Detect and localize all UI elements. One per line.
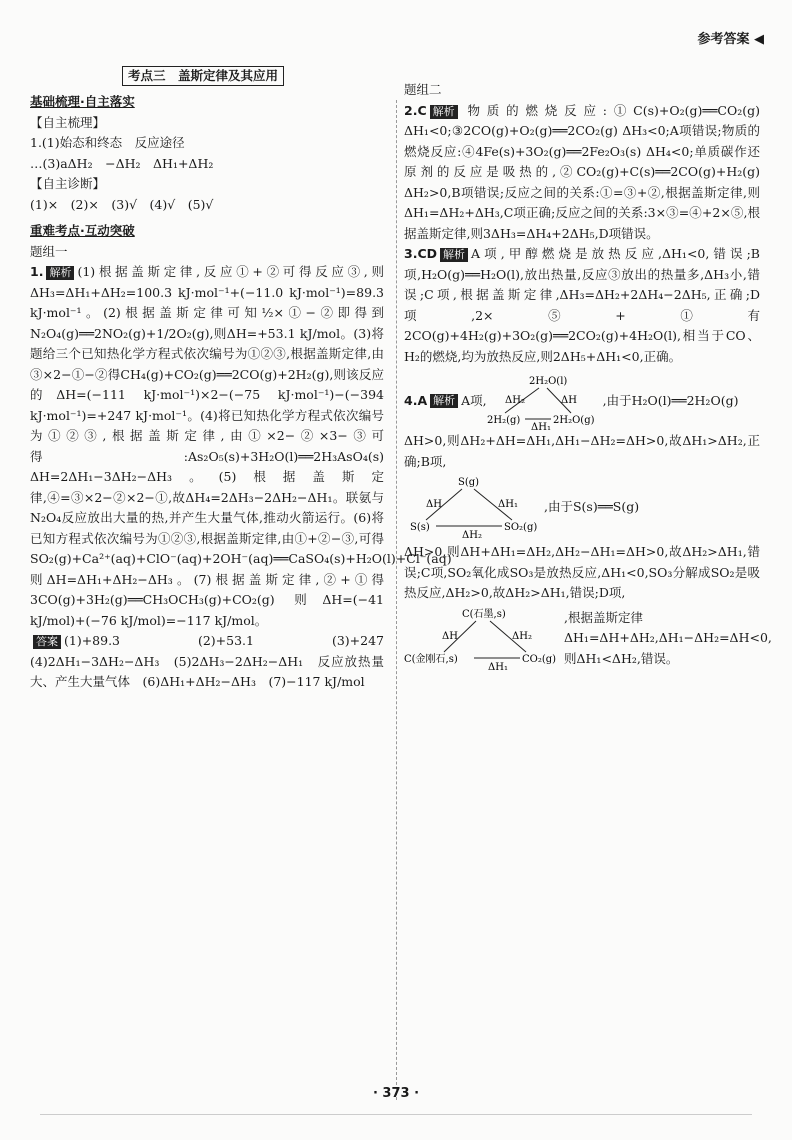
footer-rule [40, 1114, 752, 1115]
question-4-row-2 [404, 472, 760, 542]
diagram-right-arrow-label: ΔH₂ [512, 630, 532, 642]
header-marker-icon: ◀ [754, 32, 764, 47]
review-line-2: …(3)aΔH₂ −ΔH₂ ΔH₁+ΔH₂ [30, 155, 214, 171]
question-4-row-1 [404, 371, 760, 431]
header-title: 参考答案 [697, 32, 750, 47]
question-1-answer [30, 631, 397, 693]
section-heading-key-points: 重难考点·互动突破 [30, 223, 135, 238]
question-4-text-2 [404, 431, 760, 472]
topic-heading: 考点三 盖斯定律及其应用 [122, 66, 284, 86]
page-number: · 373 · [372, 1086, 420, 1101]
question-1-text: (1)根据盖斯定律,反应①+②可得反应③,则ΔH₃=ΔH₁+ΔH₂=100.3 kJ·mol⁻¹+(−11.0 kJ·mol⁻¹)=89.3 kJ·mol⁻¹。(2)根据盖斯定律可知½×①−②即得到N₂O₄(g)══2NO₂(g)+1/2O₂(g),则ΔH=+53.1 kJ/mol。(3)将题给三个已知热化学方程式依次编号为①②③,根据盖斯定律,由③×2−①−②得CH₄(g)+CO₂(g)══2CO(g)+2H₂(g),则该反应的ΔH=(−111 kJ·mol⁻¹)×2−(−75 kJ·mol⁻¹)−(−394 kJ·mol⁻¹)=+247 kJ·mol⁻¹。(4)将已知热化学方程式依次编号为①②③,根据盖斯定律,由①×2−②×3−③可得:As₂O₅(s)+3H₂O(l)══2H₃AsO₄(s) ΔH=2ΔH₁−3ΔH₂−ΔH₃。(5)根据盖斯定律,④=③×2−②×2−①,故ΔH₄=2ΔH₃−2ΔH₂−ΔH₁。联氨与N₂O₄反应放出大量的热,并产生大量气体,推动火箭运行。(6)将已知方程式依次编号为①②③,根据盖斯定律,由①+②−③,可得SO₂(g)+Ca²⁺(aq)+ClO⁻(aq)+2OH⁻(aq)══CaSO₄(s)+H₂O(l)+Cl⁻(aq) 则ΔH=ΔH₁+ΔH₂−ΔH₃。(7)根据盖斯定律,②+①得3CO(g)+3H₂(g)══CH₃OCH₃(g)+CO₂(g) 则ΔH=(−41 kJ/mol)+(−76 kJ/mol)=−117 kJ/mol。 [30, 264, 452, 628]
diagram-bottom-arrow-label: ΔH₁ [530, 422, 551, 433]
diagram-bottom-arrow-label: ΔH₂ [462, 530, 482, 541]
question-4-text-5: ,根据盖斯定律ΔH₁=ΔH+ΔH₂,ΔH₁−ΔH₂=ΔH<0,则ΔH₁<ΔH₂,错误。 [564, 609, 772, 666]
diagram-top-label: S(g) [458, 477, 480, 488]
subheading-self-check: 【自主诊断】 [30, 176, 106, 191]
analysis-tag: 解析 [430, 105, 458, 119]
analysis-tag: 解析 [440, 248, 468, 262]
section-heading-basics: 基础梳理·自主落实 [30, 94, 135, 109]
question-4-text-2-span: ΔH>0,则ΔH₂+ΔH=ΔH₁,ΔH₁−ΔH₂=ΔH>0,故ΔH₁>ΔH₂,正确;B项, [404, 433, 760, 469]
question-3-number: 3.CD [404, 246, 437, 261]
diagram-left-arrow-label: ΔH₂ [504, 395, 525, 406]
question-2-text: 物质的燃烧反应:①C(s)+O₂(g)══CO₂(g) ΔH₁<0;③2CO(g)+O₂(g)══2CO₂(g) ΔH₃<0;A项错误;物质的燃烧反应:④4Fe(s)+3O₂(g)══2Fe₂O₃(s) ΔH₄<0;单质碳作还原剂的反应是吸热的,②CO₂(g)+C(s)══2CO(g)+H₂(g) ΔH₂>0,B项错误;反应之间的关系:①=③+②,根据盖斯定律,则ΔH₁=ΔH₂+ΔH₃,C项正确;反应之间的关系:3×③=④+2×⑤,根据盖斯定律,则3ΔH₃=ΔH₄+2ΔH₅,D项错误。 [404, 102, 760, 241]
question-4-text-3: ,由于S(s)══S(g) [544, 498, 640, 514]
analysis-tag: 解析 [430, 394, 458, 408]
question-4-number: 4.A [404, 392, 428, 408]
diagram-left-label: C(金刚石,s) [404, 653, 458, 665]
answer-tag: 答案 [33, 635, 61, 649]
question-4-row-3 [404, 604, 772, 674]
diagram-left-label: 2H₂(g) [486, 415, 520, 426]
subheading-self-review: 【自主梳理】 [30, 114, 106, 130]
energy-cycle-diagram-water [486, 373, 603, 433]
diagram-bottom-arrow-label: ΔH₁ [488, 661, 508, 673]
diagram-left-arrow-label: ΔH [442, 630, 458, 642]
question-1-number: 1. [30, 264, 44, 279]
review-line-1: 1.(1)始态和终态 反应途径 [30, 135, 185, 150]
diagram-top-label: 2H₂O(l) [528, 376, 567, 387]
diagram-right-label: 2H₂O(g) [552, 415, 595, 426]
diagram-left-label: S(s) [410, 522, 430, 533]
column-divider [396, 100, 397, 1100]
diagram-right-label: CO₂(g) [522, 653, 557, 665]
diagram-right-label: SO₂(g) [504, 522, 538, 533]
question-2-analysis [404, 101, 760, 245]
question-1-answer-text: (1)+89.3 (2)+53.1 (3)+247 (4)2ΔH₁−3ΔH₂−ΔH₃ (5)2ΔH₃−2ΔH₂−ΔH₁ 反应放热量大、产生大量气体 (6)ΔH₁+ΔH₂−ΔH₃ (7)−117 kJ/mol [30, 633, 397, 689]
energy-cycle-diagram-sulfur [404, 474, 544, 540]
energy-cycle-diagram-carbon [404, 606, 564, 672]
question-3-analysis [404, 244, 760, 367]
analysis-tag: 解析 [46, 266, 74, 280]
diagram-right-arrow-label: ΔH [560, 395, 577, 406]
group-heading-2: 题组二 [404, 82, 442, 97]
diagram-right-arrow-label: ΔH₁ [498, 499, 518, 510]
question-2-number: 2.C [404, 102, 427, 118]
question-3-text: A项,甲醇燃烧是放热反应,ΔH₁<0,错误;B项,H₂O(g)══H₂O(l),放出热量,反应③放出的热量多,ΔH₃小,错误;C项,根据盖斯定律,ΔH₃=ΔH₂+2ΔH₄−2ΔH₅,正确;D项,2×⑤+①有2CO(g)+4H₂(g)+3O₂(g)══2CO₂(g)+4H₂O(l),相当于CO、H₂的燃烧,均为放热反应,则2ΔH₅+ΔH₁<0,正确。 [404, 246, 760, 364]
question-4-text-1: ,由于H₂O(l)══2H₂O(g) [602, 392, 739, 408]
page-header [697, 28, 764, 47]
group-heading-1: 题组一 [30, 243, 68, 259]
self-check-answers: (1)× (2)× (3)√ (4)√ (5)√ [30, 196, 214, 212]
diagram-left-arrow-label: ΔH [426, 499, 442, 510]
right-column [404, 80, 772, 674]
diagram-top-label: C(石墨,s) [462, 608, 506, 620]
question-4-text-4 [404, 542, 760, 604]
question-4-text-4-span: ΔH>0,则ΔH+ΔH₁=ΔH₂,ΔH₂−ΔH₁=ΔH>0,故ΔH₂>ΔH₁,错误;C项,SO₂氧化成SO₃是放热反应,ΔH₁<0,SO₃分解成SO₂是吸热反应,ΔH₂>0,故ΔH₂>ΔH₁,错误;D项, [404, 544, 760, 600]
question-4-lead: A项, [461, 392, 487, 408]
